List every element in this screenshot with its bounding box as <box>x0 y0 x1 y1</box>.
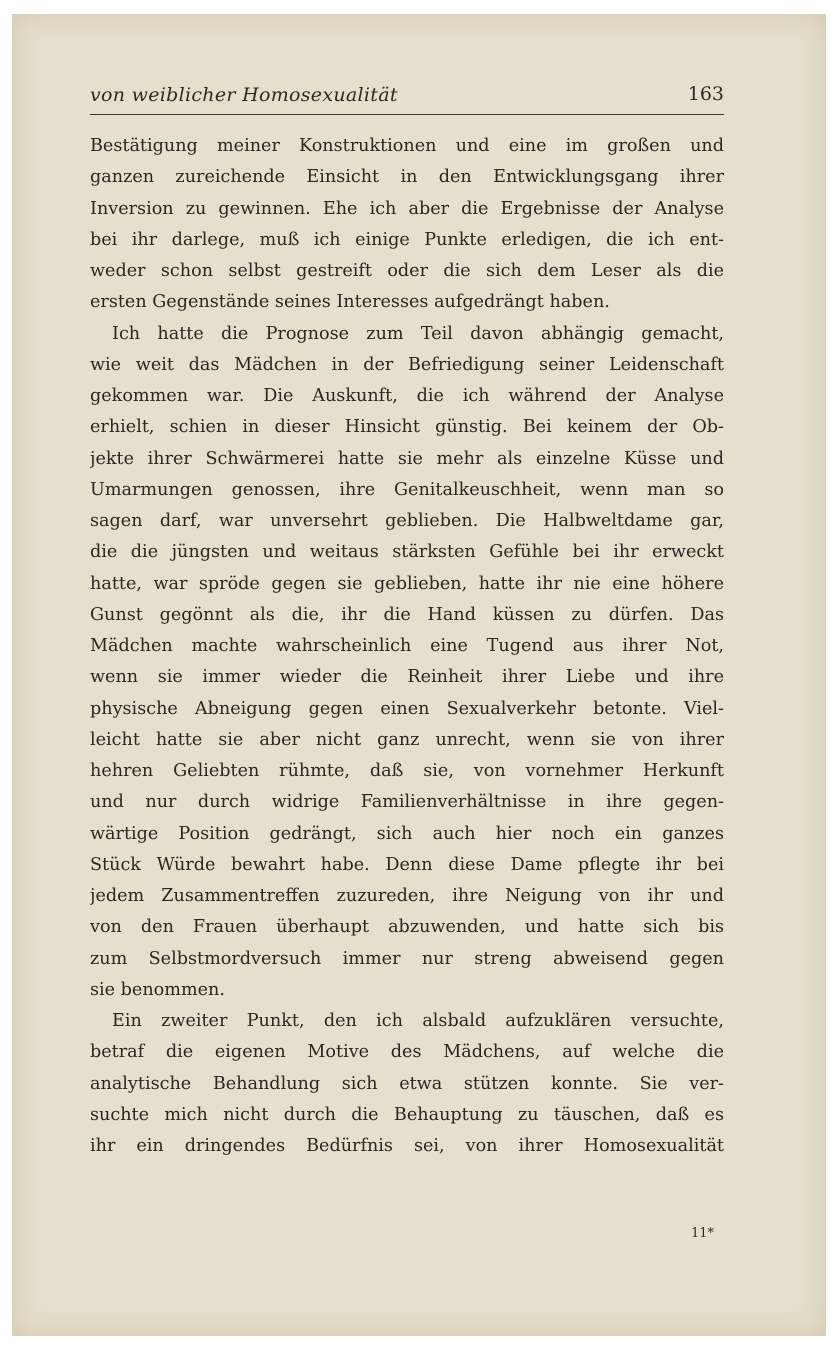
text-line: jekte ihrer Schwärmerei hatte sie mehr als einzelne Küsse und <box>90 448 724 469</box>
book-page <box>12 14 826 1336</box>
body-text <box>90 131 724 1162</box>
text-line: analytische Behandlung sich etwa stützen konnte. Sie ver- <box>90 1073 724 1094</box>
text-line: Umarmungen genossen, ihre Genitalkeuschheit, wenn man so <box>90 479 724 500</box>
text-line: ganzen zureichende Einsicht in den Entwicklungsgang ihrer <box>90 167 724 188</box>
running-title: von weiblicher Homosexualität <box>90 84 398 106</box>
signature-mark: 11* <box>690 1226 714 1241</box>
text-line: leicht hatte sie aber nicht ganz unrecht, wenn sie von ihrer <box>90 729 724 750</box>
text-line: von den Frauen überhaupt abzuwenden, und hatte sich bis <box>90 917 724 938</box>
text-line: hatte, war spröde gegen sie geblieben, hatte ihr nie eine höhere <box>90 573 724 594</box>
text-line: Inversion zu gewinnen. Ehe ich aber die Ergebnisse der Analyse <box>90 198 724 219</box>
text-line: die die jüngsten und weitaus stärksten Gefühle bei ihr erweckt <box>90 542 724 563</box>
text-line: betraf die eigenen Motive des Mädchens, auf welche die <box>90 1042 724 1063</box>
text-line: jedem Zusammentreffen zuzureden, ihre Neigung von ihr und <box>90 886 724 906</box>
text-line: weder schon selbst gestreift oder die sich dem Leser als die <box>90 261 724 281</box>
text-line: hehren Geliebten rühmte, daß sie, von vornehmer Herkunft <box>90 761 724 781</box>
text-line: Stück Würde bewahrt habe. Denn diese Dame pflegte ihr bei <box>90 854 724 875</box>
text-line: wie weit das Mädchen in der Befriedigung seiner Leidenschaft <box>90 354 724 375</box>
text-line: bei ihr darlege, muß ich einige Punkte erledigen, die ich ent- <box>90 229 724 250</box>
page-number: 163 <box>687 83 724 105</box>
text-line: sagen darf, war unversehrt geblieben. Die Halbweltdame gar, <box>90 511 724 531</box>
text-line: und nur durch widrige Familienverhältnisse in ihre gegen- <box>90 792 724 813</box>
text-line: ihr ein dringendes Bedürfnis sei, von ihrer Homosexualität <box>90 1136 724 1156</box>
text-line: wenn sie immer wieder die Reinheit ihrer Liebe und ihre <box>90 667 724 688</box>
text-line: Gunst gegönnt als die, ihr die Hand küssen zu dürfen. Das <box>90 604 724 625</box>
page-header <box>90 80 724 115</box>
text-line: physische Abneigung gegen einen Sexualverkehr betonte. Viel- <box>90 698 724 719</box>
text-line: sie benommen. <box>90 979 225 1000</box>
text-line: suchte mich nicht durch die Behauptung zu täuschen, daß es <box>90 1104 724 1125</box>
text-line: ersten Gegenstände seines Interesses aufgedrängt haben. <box>90 292 610 313</box>
text-line: zum Selbstmordversuch immer nur streng abweisend gegen <box>90 948 724 969</box>
text-line: Ein zweiter Punkt, den ich alsbald aufzuklären versuchte, <box>112 1011 724 1031</box>
text-line: erhielt, schien in dieser Hinsicht günstig. Bei keinem der Ob- <box>90 417 724 438</box>
text-line: Bestätigung meiner Konstruktionen und eine im großen und <box>90 136 724 156</box>
text-line: Mädchen machte wahrscheinlich eine Tugend aus ihrer Not, <box>90 636 724 656</box>
text-line: gekommen war. Die Auskunft, die ich während der Analyse <box>90 386 724 406</box>
text-line: Ich hatte die Prognose zum Teil davon abhängig gemacht, <box>112 323 724 344</box>
text-line: wärtige Position gedrängt, sich auch hier noch ein ganzes <box>90 823 724 844</box>
